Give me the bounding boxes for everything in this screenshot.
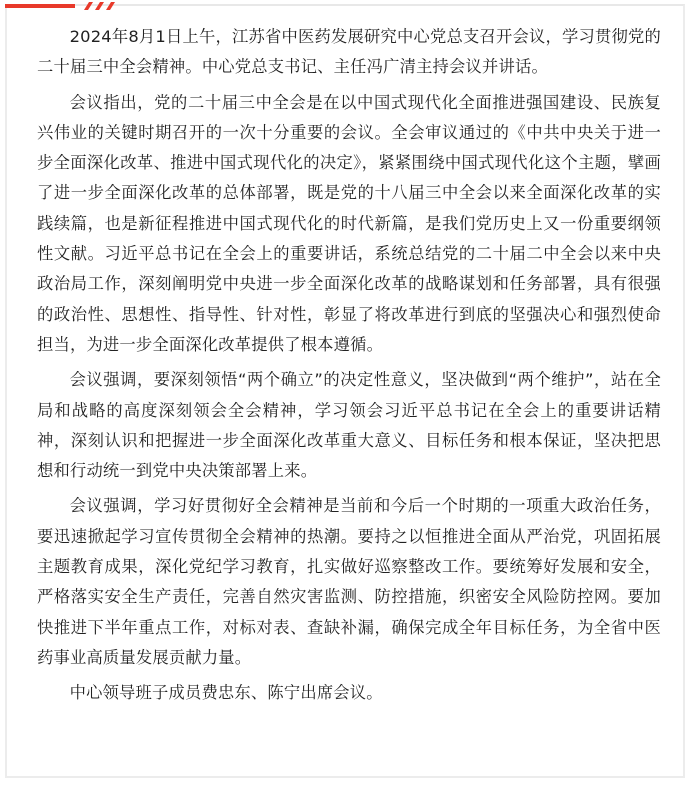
accent-stripes	[82, 2, 118, 10]
article-body	[37, 22, 661, 714]
paragraph-3: 会议强调，要深刻领悟“两个确立”的决定性意义，坚决做到“两个维护”，站在全局和战略的高度深刻领会全会精神，学习领会习近平总书记在全会上的重要讲话精神，深刻认识和把握进一步全面深化改革重大意义、目标任务和根本保证，坚决把思想和行动统一到党中央决策部署上来。	[37, 370, 661, 481]
accent-bar	[5, 4, 75, 8]
paragraph-5: 中心领导班子成员费忠东、陈宁出席会议。	[69, 683, 383, 703]
paragraph-2: 会议指出，党的二十届三中全会是在以中国式现代化全面推进强国建设、民族复兴伟业的关键时期召开的一次十分重要的会议。全会审议通过的《中共中央关于进一步全面深化改革、推进中国式现代化的决定》，紧紧围绕中国式现代化这个主题，擘画了进一步全面深化改革的总体部署，既是党的十八届三中全会以来全面深化改革的实践续篇，也是新征程推进中国式现代化的时代新篇，是我们党历史上又一份重要纲领性文献。习近平总书记在全会上的重要讲话，系统总结党的二十届二中全会以来中央政治局工作，深刻阐明党中央进一步全面深化改革的战略谋划和任务部署，具有很强的政治性、思想性、指导性、针对性，彰显了将改革进行到底的坚强决心和强烈使命担当，为进一步全面深化改革提供了根本遵循。	[37, 92, 661, 354]
paragraph-1: 2024年8月1日上午，江苏省中医药发展研究中心党总支召开会议，学习贯彻党的二十届三中全会精神。中心党总支书记、主任冯广清主持会议并讲话。	[37, 27, 661, 77]
paragraph-4: 会议强调，学习好贯彻好全会精神是当前和今后一个时期的一项重大政治任务，要迅速掀起学习宣传贯彻全会精神的热潮。要持之以恒推进全面从严治党，巩固拓展主题教育成果，深化党纪学习教育，扎实做好巡察整改工作。要统筹好发展和安全，严格落实安全生产责任，完善自然灾害监测、防控措施，织密安全风险防控网。要加快推进下半年重点工作，对标对表、查缺补漏，确保完成全年目标任务，为全省中医药事业高质量发展贡献力量。	[37, 496, 661, 667]
